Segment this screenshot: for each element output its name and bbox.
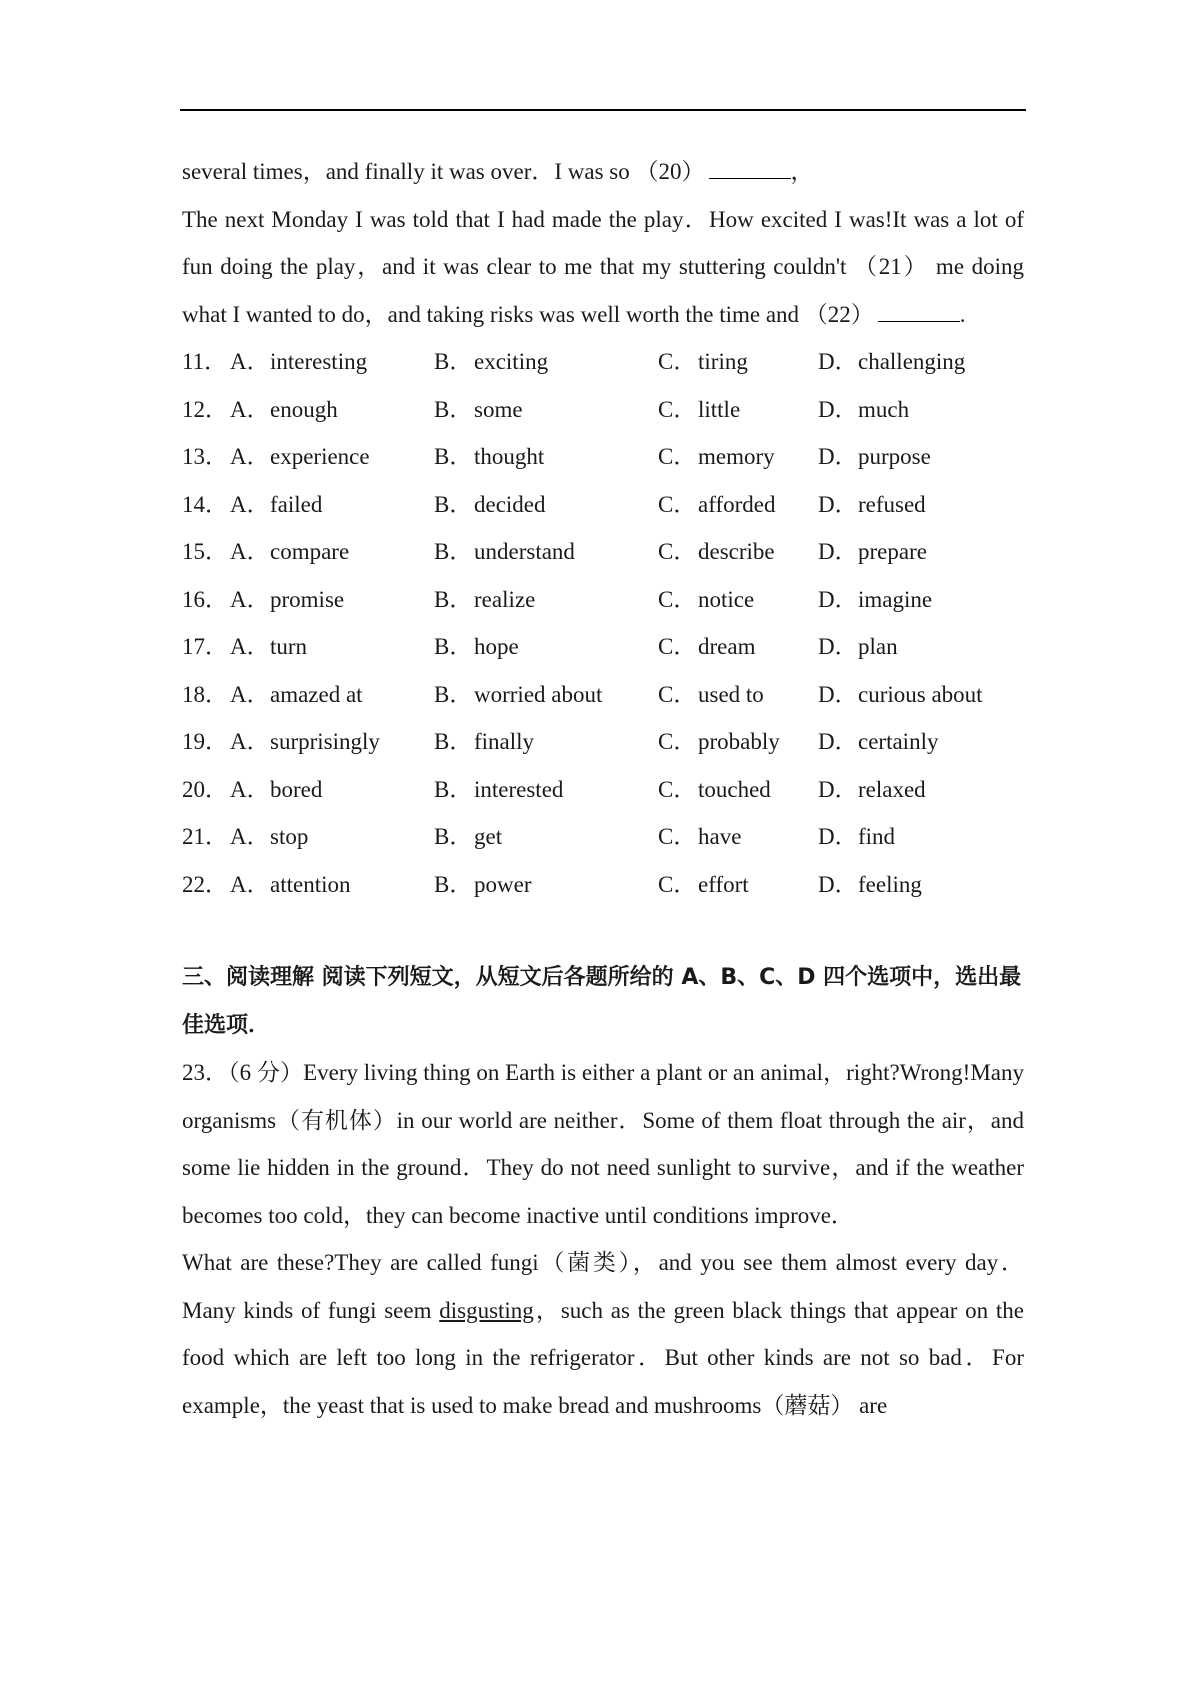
- option-letter: B．: [434, 729, 473, 754]
- option-letter: C．: [658, 729, 697, 754]
- option-row: [182, 623, 1024, 671]
- option-text: describe: [698, 539, 775, 564]
- question-number: 13．: [182, 444, 228, 469]
- passage-text: several times，and finally it was over．I was so （20）: [182, 159, 705, 184]
- option-b: [434, 481, 658, 529]
- option-text: curious about: [858, 681, 983, 707]
- option-d: [818, 718, 1018, 766]
- option-letter: D．: [818, 824, 858, 849]
- option-text: effort: [698, 871, 749, 897]
- option-d: [818, 671, 1018, 719]
- option-letter: D．: [818, 634, 858, 659]
- option-d: [818, 861, 1018, 909]
- option-c: [658, 766, 818, 814]
- question-number: 17．: [182, 634, 228, 659]
- section-title: 三、阅读理解 阅读下列短文，从短文后各题所给的 A、B、C、D 四个选项中，选出最佳选项．: [182, 965, 1022, 1038]
- option-c: [658, 813, 818, 861]
- option-row: [182, 338, 1024, 386]
- option-b: [434, 766, 658, 814]
- option-d: [818, 576, 1018, 624]
- option-row: [182, 766, 1024, 814]
- option-letter: C．: [658, 871, 697, 897]
- option-letter: C．: [658, 539, 697, 564]
- option-text: hope: [474, 634, 519, 659]
- option-text: worried about: [474, 681, 603, 707]
- option-letter: A．: [230, 634, 270, 659]
- option-text: purpose: [858, 444, 931, 469]
- question-number: 15．: [182, 539, 228, 564]
- option-letter: A．: [230, 824, 270, 849]
- option-letter: D．: [818, 681, 858, 707]
- reading-paragraph-1: 23．（6 分）Every living thing on Earth is either a plant or an animal，right?Wrong!Many organisms（有机体）in our world are neither．Some of them float through the air，and some lie hidden in the ground．They do not need sunlight to survive，and if the weather becomes too cold，they can become inactive until conditions improve．: [182, 1060, 1024, 1228]
- option-letter: D．: [818, 349, 858, 374]
- option-d: [818, 528, 1018, 576]
- option-letter: D．: [818, 491, 858, 517]
- option-a: [230, 671, 434, 719]
- option-row: [182, 481, 1024, 529]
- option-letter: D．: [818, 776, 858, 802]
- option-c: [658, 433, 818, 481]
- option-letter: C．: [658, 491, 697, 517]
- option-letter: A．: [230, 444, 270, 469]
- option-b: [434, 338, 658, 386]
- option-text: afforded: [698, 491, 776, 517]
- option-c: [658, 671, 818, 719]
- option-b: [434, 861, 658, 909]
- question-number: 18．: [182, 681, 228, 707]
- option-text: interesting: [270, 349, 368, 374]
- option-a: [230, 718, 434, 766]
- option-letter: B．: [434, 776, 473, 802]
- question-number: 22．: [182, 871, 228, 897]
- passage-line-20: several times，and finally it was over．I was so （20） ，: [182, 148, 1024, 196]
- option-row: [182, 528, 1024, 576]
- option-row: [182, 433, 1024, 481]
- option-d: [818, 766, 1018, 814]
- option-a: [230, 528, 434, 576]
- option-a: [230, 433, 434, 481]
- option-b: [434, 576, 658, 624]
- option-row: [182, 576, 1024, 624]
- option-c: [658, 386, 818, 434]
- question-number: 11．: [182, 349, 228, 374]
- answer-blank: [709, 156, 791, 179]
- option-a: [230, 481, 434, 529]
- option-text: feeling: [858, 871, 922, 897]
- option-text: tiring: [698, 349, 748, 374]
- option-text: power: [474, 871, 532, 897]
- option-text: relaxed: [858, 776, 926, 802]
- option-text: touched: [698, 776, 771, 802]
- option-letter: C．: [658, 586, 697, 612]
- option-row: [182, 813, 1024, 861]
- option-text: much: [858, 396, 910, 422]
- option-d: [818, 623, 1018, 671]
- option-letter: A．: [230, 871, 270, 897]
- option-text: compare: [270, 539, 350, 564]
- option-text: used to: [698, 681, 764, 707]
- option-text: dream: [698, 634, 756, 659]
- option-text: get: [474, 824, 503, 849]
- option-text: challenging: [858, 349, 966, 374]
- passage-text: The next Monday I was told that I had made the play．How excited I was!It was a lot of fun doing the play，and it was clear to me that my stuttering couldn't （21） me doing what I wanted to do，and taking risks was well worth the time and （22）: [182, 206, 1024, 327]
- option-letter: A．: [230, 776, 270, 802]
- option-a: [230, 338, 434, 386]
- option-text: some: [474, 396, 523, 422]
- option-letter: C．: [658, 349, 697, 374]
- option-a: [230, 623, 434, 671]
- option-text: have: [698, 824, 742, 849]
- option-text: finally: [474, 729, 535, 754]
- option-row: [182, 386, 1024, 434]
- option-letter: B．: [434, 586, 473, 612]
- option-text: refused: [858, 491, 926, 517]
- option-letter: B．: [434, 396, 473, 422]
- option-text: decided: [474, 491, 546, 517]
- option-text: interested: [474, 776, 564, 802]
- underlined-word: disgusting: [439, 1297, 534, 1323]
- option-b: [434, 718, 658, 766]
- option-text: notice: [698, 586, 755, 612]
- option-letter: D．: [818, 871, 858, 897]
- option-letter: A．: [230, 586, 270, 612]
- option-letter: D．: [818, 729, 858, 754]
- option-a: [230, 386, 434, 434]
- option-letter: B．: [434, 539, 473, 564]
- option-text: failed: [270, 491, 323, 517]
- option-text: turn: [270, 634, 308, 659]
- option-text: thought: [474, 444, 545, 469]
- option-text: promise: [270, 586, 345, 612]
- question-number: 14．: [182, 491, 228, 517]
- option-text: attention: [270, 871, 351, 897]
- page-content: [182, 148, 1024, 1429]
- option-letter: B．: [434, 491, 473, 517]
- option-letter: C．: [658, 681, 697, 707]
- option-row: [182, 671, 1024, 719]
- option-letter: D．: [818, 444, 858, 469]
- option-c: [658, 481, 818, 529]
- option-a: [230, 861, 434, 909]
- option-c: [658, 623, 818, 671]
- reading-paragraph-2: What are these?They are called fungi（菌类），and you see them almost every day．Many kinds of fungi seem disgusting，such as the green black things that appear on the food which are left too long in the refrigerator．But other kinds are not so bad．For example，the yeast that is used to make bread and mushrooms（蘑菇） are: [182, 1250, 1024, 1418]
- option-text: memory: [698, 444, 775, 469]
- question-number: 19．: [182, 729, 228, 754]
- option-letter: A．: [230, 539, 270, 564]
- option-letter: A．: [230, 491, 270, 517]
- option-c: [658, 576, 818, 624]
- option-row: [182, 718, 1024, 766]
- option-row: [182, 861, 1024, 909]
- option-text: exciting: [474, 349, 549, 374]
- option-letter: B．: [434, 349, 473, 374]
- question-number: 12．: [182, 396, 228, 422]
- answer-blank: [878, 299, 960, 322]
- option-b: [434, 623, 658, 671]
- option-letter: B．: [434, 871, 473, 897]
- option-a: [230, 766, 434, 814]
- option-text: experience: [270, 444, 370, 469]
- option-d: [818, 481, 1018, 529]
- option-letter: D．: [818, 396, 858, 422]
- option-letter: A．: [230, 396, 270, 422]
- option-text: certainly: [858, 729, 939, 754]
- option-letter: B．: [434, 444, 473, 469]
- option-c: [658, 718, 818, 766]
- option-text: plan: [858, 634, 898, 659]
- option-d: [818, 386, 1018, 434]
- option-b: [434, 671, 658, 719]
- option-letter: D．: [818, 539, 858, 564]
- option-text: prepare: [858, 539, 927, 564]
- option-text: bored: [270, 776, 323, 802]
- option-b: [434, 813, 658, 861]
- question-number: 21．: [182, 824, 228, 849]
- option-text: little: [698, 396, 741, 422]
- option-letter: C．: [658, 776, 697, 802]
- header-rule: [180, 109, 1026, 111]
- option-letter: D．: [818, 586, 858, 612]
- option-b: [434, 528, 658, 576]
- option-c: [658, 861, 818, 909]
- option-letter: B．: [434, 681, 473, 707]
- option-letter: C．: [658, 444, 697, 469]
- option-text: stop: [270, 824, 309, 849]
- option-d: [818, 338, 1018, 386]
- option-letter: A．: [230, 729, 270, 754]
- question-number: 20．: [182, 776, 228, 802]
- question-number: 16．: [182, 586, 228, 612]
- passage-paragraph: The next Monday I was told that I had made the play．How excited I was!It was a lot of fun doing the play，and it was clear to me that my stuttering couldn't （21） me doing what I wanted to do，and taking risks was well worth the time and （22） .: [182, 206, 1024, 327]
- option-text: enough: [270, 396, 338, 422]
- options-list: [182, 338, 1024, 908]
- option-c: [658, 528, 818, 576]
- option-a: [230, 813, 434, 861]
- option-letter: C．: [658, 396, 697, 422]
- option-text: find: [858, 824, 896, 849]
- option-a: [230, 576, 434, 624]
- option-text: amazed at: [270, 681, 363, 707]
- option-letter: A．: [230, 681, 270, 707]
- option-text: realize: [474, 586, 536, 612]
- option-text: imagine: [858, 586, 933, 612]
- option-text: surprisingly: [270, 729, 380, 754]
- option-letter: C．: [658, 824, 697, 849]
- option-b: [434, 386, 658, 434]
- option-b: [434, 433, 658, 481]
- option-d: [818, 433, 1018, 481]
- option-letter: A．: [230, 349, 270, 374]
- option-letter: C．: [658, 634, 697, 659]
- option-letter: B．: [434, 824, 473, 849]
- option-c: [658, 338, 818, 386]
- option-text: probably: [698, 729, 780, 754]
- option-d: [818, 813, 1018, 861]
- option-text: understand: [474, 539, 575, 564]
- option-letter: B．: [434, 634, 473, 659]
